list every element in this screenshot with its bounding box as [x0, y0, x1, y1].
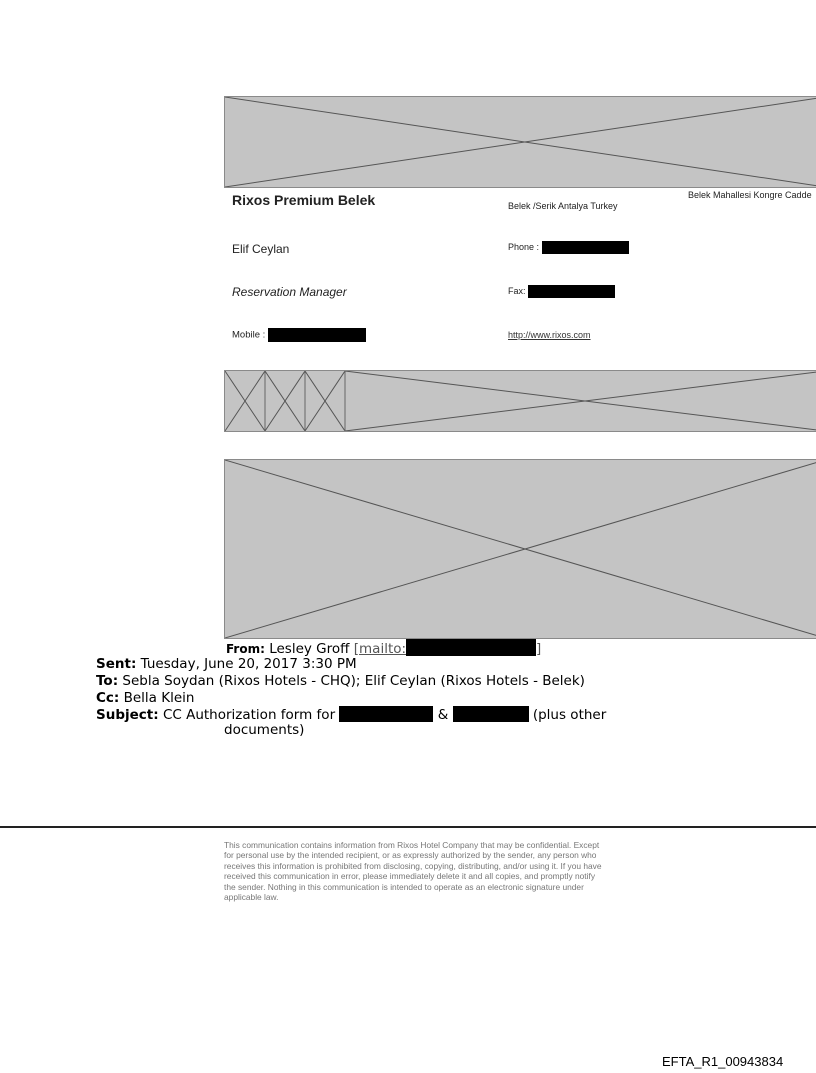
hotel-name: Rixos Premium Belek	[232, 192, 376, 208]
sent-value: Tuesday, June 20, 2017 3:30 PM	[140, 656, 357, 672]
sent-label: Sent:	[96, 656, 137, 672]
from-name: Lesley Groff	[269, 641, 350, 657]
subject-redaction-1	[339, 706, 433, 722]
mailto-prefix: [mailto:	[353, 641, 407, 657]
subject-line-2: documents)	[224, 722, 305, 738]
social-strip-image-placeholder	[224, 370, 816, 432]
to-value: Sebla Soydan (Rixos Hotels - CHQ); Elif Ceylan (Rixos Hotels - Belek)	[122, 673, 585, 689]
cc-row	[96, 690, 194, 707]
subject-row	[96, 706, 606, 724]
cc-value: Bella Klein	[123, 690, 195, 706]
subject-redaction-2	[453, 706, 529, 722]
confidentiality-disclaimer: This communication contains information from Rixos Hotel Company that may be confidential. Except for personal use by the intended recipient, or as expressly authorized by the sender, any person who receives this information is prohibited from disclosing, copying, distributing, and/or using it. If you have received this communication in error, please immediately delete it and all copies, and promptly notify the sender. Nothing in this communication is intended to operate as an electronic signature under applicable law.	[224, 840, 602, 903]
mailto-link[interactable]	[354, 641, 542, 657]
email-redaction	[406, 639, 536, 656]
phone-row	[508, 241, 629, 254]
to-row	[96, 673, 585, 690]
address-line-1: Belek Mahallesi Kongre Cadde	[688, 190, 812, 200]
subject-suffix: (plus other	[532, 707, 607, 723]
sent-row	[96, 656, 357, 673]
fax-label: Fax:	[508, 285, 526, 296]
cc-label: Cc:	[96, 690, 120, 706]
document-id: EFTA_R1_00943834	[662, 1054, 784, 1069]
fax-row	[508, 285, 615, 298]
subject-amp: &	[437, 707, 449, 723]
to-label: To:	[96, 673, 119, 689]
mobile-redaction	[268, 328, 366, 342]
person-name: Elif Ceylan	[232, 242, 290, 256]
address-line-2: Belek /Serik Antalya Turkey	[508, 201, 618, 211]
banner-image-placeholder	[224, 96, 816, 188]
subject-label: Subject:	[96, 707, 159, 723]
mobile-row	[232, 328, 366, 342]
promo-image-placeholder	[224, 459, 816, 639]
from-label: From:	[226, 642, 265, 656]
section-divider	[0, 826, 816, 828]
website-link[interactable]: http://www.rixos.com	[508, 330, 591, 340]
mobile-label: Mobile :	[232, 329, 266, 341]
fax-redaction	[528, 285, 615, 298]
mailto-suffix: ]	[536, 641, 542, 657]
phone-redaction	[542, 241, 629, 254]
person-title: Reservation Manager	[232, 285, 347, 299]
phone-label: Phone :	[508, 241, 540, 252]
subject-prefix: CC Authorization form for	[162, 707, 336, 723]
